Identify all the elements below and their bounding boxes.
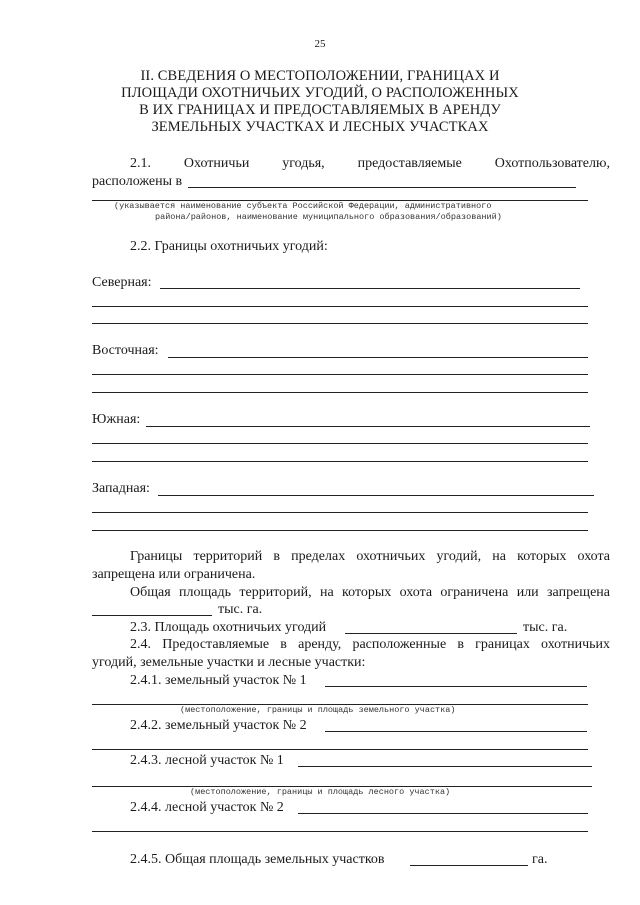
restricted-area-text: Общая площадь территорий, на которых охота ограничена или запрещена bbox=[130, 585, 610, 600]
hunting-area-field[interactable] bbox=[345, 633, 517, 634]
located-in-hint-2: района/районов, наименование муниципального образования/образований) bbox=[155, 212, 502, 222]
north-border-field-2[interactable] bbox=[92, 306, 588, 307]
west-border-field-3[interactable] bbox=[92, 530, 588, 531]
clause-2-1-word: Охотпользователю, bbox=[494, 156, 610, 171]
south-border-field-2[interactable] bbox=[92, 443, 588, 444]
west-border-field-2[interactable] bbox=[92, 512, 588, 513]
east-border-field-3[interactable] bbox=[92, 392, 588, 393]
north-border-field-3[interactable] bbox=[92, 323, 588, 324]
land-plot-2-field-2[interactable] bbox=[92, 749, 588, 750]
total-land-area-label: 2.4.5. Общая площадь земельных участков bbox=[130, 852, 385, 867]
east-border-field-2[interactable] bbox=[92, 374, 588, 375]
clause-2-1-located-label: расположены в bbox=[92, 174, 183, 189]
land-plot-2-label: 2.4.2. земельный участок № 2 bbox=[130, 718, 307, 733]
forest-plot-hint: (местоположение, границы и площадь лесного участка) bbox=[190, 787, 451, 797]
clause-2-4-text-1: 2.4. Предоставляемые в аренду, расположенные в границах охотничьих bbox=[130, 637, 610, 652]
forest-plot-2-label: 2.4.4. лесной участок № 2 bbox=[130, 800, 284, 815]
south-border-field-3[interactable] bbox=[92, 461, 588, 462]
section-title bbox=[0, 68, 640, 136]
clause-2-4-text-2: угодий, земельные участки и лесные участки: bbox=[92, 655, 366, 670]
title-line: В ИХ ГРАНИЦАХ И ПРЕДОСТАВЛЯЕМЫХ В АРЕНДУ bbox=[139, 102, 501, 118]
title-line: ЗЕМЕЛЬНЫХ УЧАСТКАХ И ЛЕСНЫХ УЧАСТКАХ bbox=[151, 119, 489, 135]
land-plot-1-label: 2.4.1. земельный участок № 1 bbox=[130, 673, 307, 688]
restricted-territories-text-2: запрещена или ограничена. bbox=[92, 567, 256, 582]
restricted-area-field[interactable] bbox=[92, 615, 212, 616]
clause-2-3-label: 2.3. Площадь охотничьих угодий bbox=[130, 620, 327, 635]
clause-2-1-word: 2.1. bbox=[130, 156, 151, 171]
located-in-field[interactable] bbox=[188, 187, 576, 188]
total-land-area-unit: га. bbox=[532, 852, 548, 867]
west-border-field[interactable] bbox=[158, 495, 594, 496]
east-border-label: Восточная: bbox=[92, 343, 159, 358]
south-border-label: Южная: bbox=[92, 412, 141, 427]
total-land-area-field[interactable] bbox=[410, 865, 528, 866]
located-in-hint-1: (указывается наименование субъекта Российской Федерации, административного bbox=[114, 201, 492, 211]
forest-plot-2-field[interactable] bbox=[298, 813, 588, 814]
clause-2-2-heading: 2.2. Границы охотничьих угодий: bbox=[130, 239, 328, 254]
clause-2-1-word: предоставляемые bbox=[357, 156, 462, 171]
restricted-area-unit: тыс. га. bbox=[218, 602, 263, 617]
clause-2-1-word: угодья, bbox=[282, 156, 325, 171]
hunting-area-unit: тыс. га. bbox=[523, 620, 568, 635]
forest-plot-1-field[interactable] bbox=[298, 766, 592, 767]
east-border-field[interactable] bbox=[168, 357, 588, 358]
south-border-field[interactable] bbox=[146, 426, 590, 427]
restricted-territories-text-1: Границы территорий в пределах охотничьих угодий, на которых охота bbox=[130, 549, 610, 564]
land-plot-hint: (местоположение, границы и площадь земельного участка) bbox=[180, 705, 456, 715]
west-border-label: Западная: bbox=[92, 481, 150, 496]
land-plot-1-field[interactable] bbox=[325, 686, 587, 687]
land-plot-2-field[interactable] bbox=[325, 731, 587, 732]
title-line: ПЛОЩАДИ ОХОТНИЧЬИХ УГОДИЙ, О РАСПОЛОЖЕННЫХ bbox=[121, 85, 519, 101]
north-border-label: Северная: bbox=[92, 275, 152, 290]
page-number: 25 bbox=[314, 38, 326, 50]
clause-2-1-word: Охотничьи bbox=[183, 156, 250, 171]
title-line: II. СВЕДЕНИЯ О МЕСТОПОЛОЖЕНИИ, ГРАНИЦАХ И bbox=[140, 68, 500, 84]
forest-plot-1-label: 2.4.3. лесной участок № 1 bbox=[130, 753, 284, 768]
clause-2-1-line1 bbox=[130, 156, 610, 172]
forest-plot-2-field-2[interactable] bbox=[92, 831, 588, 832]
north-border-field[interactable] bbox=[160, 288, 580, 289]
